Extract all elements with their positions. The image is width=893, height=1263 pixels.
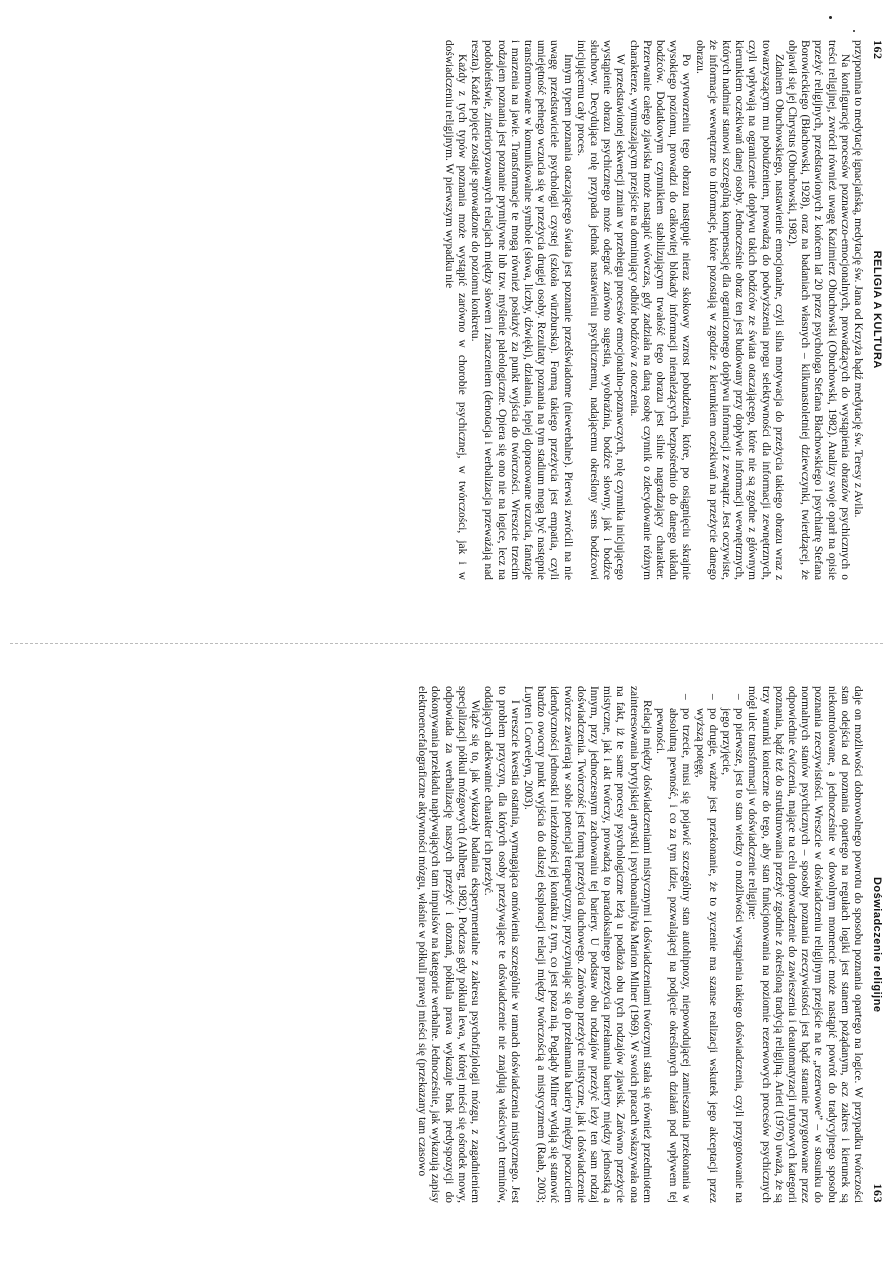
- list-item: – po drugie, ważne jest przekonanie, że to zyczenie ma szanse realizacji wskutek jego akceptacji przez wyższą potęgę,: [692, 708, 718, 1203]
- running-title: Doświadczenie religijne: [871, 876, 883, 1013]
- list-item: – po trzecie, musi się pojawić szczególny stan autohipnozy, niepowodującej zamieszania przekonania w absolutną pewność, i co za tym idzie, pozwalającej na podjęcie określonych działań pod wpływem tej pewności.: [653, 708, 693, 1203]
- page-number: 163: [871, 1183, 885, 1203]
- page-header: [864, 646, 893, 1263]
- page-body: [415, 646, 864, 1263]
- paragraph: daje on możliwości dobrowolnego powrotu do sposobu poznania opartego na logice. W przypadku twórczości stan odejścia od poznania opartego na regułach logiki jest stanem pożądanym, acz zakres i kierunek są niekontrolowane, a jednocześnie w dowolnym momencie może nastąpić powrót do tradycyjnego sposobu poznania rzeczywistości. Wreszcie w doświadczeniu religijnym przejście na te „rezerwowe” – w stosunku do normalnych stanów psychicznych – sposoby poznania rzeczywistości jest bądź staranie przygotowane przez odpowiednie ćwiczenia, mające na celu doprowadzenie do zawieszenia i deautomatyzacji rutynowych kategorii poznania, bądź też do strukturowania przeżyć zgodnie z określoną tradycją religijną. Arieti (1976) uważa, że są trzy warunki konieczne do tego, aby stan funkcjonowania na poziomie rezerwowych procesów psychicznych mógł ulec transformacji w doświadczenie religijne:: [746, 686, 864, 1203]
- paragraph: Wiąże się to, jak wykazały badania eksperymentalne z zakresu psychofizjologii mózgu, z zagadnieniem specjalizacji półkul mózgowych (Ahlberg, 1982). Podczas gdy półkula lewa, w której mieści się ośrodek mowy, odpowiada za werbalizację naszych przeżyć i doznań, półkula prawa wykazuje brak predyspozycji do dokonywania przekładu napływających tam impulsów na kategorie werbalne. Jednocześnie, jak wykazują zapisy elektroencefalograficzne aktywności mózgu, właśnie w półkuli prawej mieści się (przekazany tam czasowo: [416, 686, 482, 1203]
- list-item: – po pierwsze, jest to stan wiedzy o możliwości wystąpienia takiego doświadczenia, czyli przygotowanie na jego przyjęcie,: [719, 708, 745, 1203]
- paragraph: I wreszcie kwestia ostatnia, wymagająca omówienia szczególnie w ramach doświadczenia mistycznego. Jest to problem przyczyn, dla których osoby przeżywające te doświadczenie nie znajdują właściwych terminów, oddających adekwatnie charakter ich przeżyć.: [482, 686, 521, 1203]
- page-body: [442, 0, 865, 640]
- page-163-frame: [0, 646, 893, 1263]
- page-number: 162: [871, 40, 885, 60]
- page-divider: [10, 643, 883, 644]
- paragraph: Zdaniem Obuchowskiego, nastawienie emocjonalne, czyli silna motywacja do przeżycia takiego obrazu wraz z towarzyszącym mu pobudzeniem, prowadzą do podwyższenia progu selektywności dla informacji zewnętrznych, czyli wpływają na ograniczenie dopływu takich bodźców ze świata otaczającego, które nie są zgodne z głównym kierunkiem oczekiwań danej osoby. Jednocześnie obraz ten jest budowany przy dopływie informacji wewnętrznych, których nadmiar stanowi szczególną kompensację dla ograniczonego dopływu informacji z zewnątrz. Jest oczywiste, że informacje wewnętrzne to informacje, które pozostają w zgodzie z kierunkiem oczekiwań na przeżycie danego obrazu.: [693, 40, 785, 580]
- paragraph: Każdy z tych typów poznania może wystąpić zarówno w chorobie psychicznej, w twórczości, jak i w doświadczeniu religijnym. W pierwszym wypadku nie: [442, 40, 468, 580]
- paragraph: Innym typem poznania otaczającego świata jest poznanie przedświadome (niewerbalne). Pierwsi zwrócili na nie uwagę przedstawiciele psychologii czystej (szkoła würzburska). Formą takiego przeżycia jest empatia, czyli umiejętność pełnego wczucia się w przeżycia drugiej osoby. Rezultaty poznania na tym stadium mogą być następnie transformowane w komunikowalne symbole (słowa, liczby, dźwięki), działania, lepiej dopracowane uczucia, fantazje i marzenia na jawie. Transformacje te mogą również posłużyć za punkt wyjścia do twórczości. Wreszcie trzecim rodzajem poznania jest poznanie prymitywne lub tzw. myślenie paleologiczne. Opiera się ono nie na logice, lecz na podobieństwie, zinterioryzowanych relacjach między słowem i znaczeniem (denotacja i werbalizacja przewaźają nad reszta). Każde pojęcie zostaje sprowadzone do poziomu konkretu.: [469, 40, 574, 580]
- paragraph: Po wytworzeniu tego obrazu następuje nieraz skokowy wzrost pobudzenia, które, po osiągnięciu skrajnie wysokiego poziomu, prowadzi do całkowitej blokady informacji nienależących bezpośrednio do danego układu bodźców. Dodatkowym czynnikiem stabilizującym trwałość tego obrazu jest silnie nagradzający charakter. Przerwanie całego zjawiska może nastąpić wówczas, gdy zadziała na daną osobę czynnik o zdecydowanie różnym charakterze, wymuszającym przejście na dominujący odbiór bodźców z otoczenia.: [627, 40, 693, 580]
- running-title: RELIGIA A KULTURA: [871, 250, 883, 369]
- paragraph: W przedstawionej sekwencji zmian w przebiegu procesów emocjonalno-poznawczych, rolę czynnika inicjującego wystąpienie obrazu psychicznego może odegrać zarówno sugestia, wyobraźnia, bodźce słowny, jak i bodźce słuchowy. Decydująca rolę przypada jednak nastawieniu psychicznemu, nadającemu określony sens bodźcowi inicjującemu cały proces.: [574, 40, 627, 580]
- paragraph: przypomina to medytację ignacjańską, medytację św. Jana od Krzyża bądź medytację św. Teresy z Avila.: [852, 40, 864, 518]
- condition-list: [653, 686, 745, 1203]
- page-header: [864, 0, 893, 640]
- paragraph: Na konfigurację procesów poznawczo-emocjonalnych, prowadzących do wystąpienia obrazów psychicznych o treści religijnej, zwrócił również uwagę Kazimierz Obuchowski (Obuchowski, 1982). Analizy swoje oparł na opisie przeżyć religijnych, przedstawionych z końcem lat 20 przez psychologa Stefana Błachowskiego i psychiatrę Stefana Borowieckiego (Błachowski, 1928), oraz na badaniach własnych – kilkunastoletniej dziewczynki, twierdzącej, że objawił się jej Chrystus (Obuchowski, 1982).: [785, 40, 851, 580]
- paragraph: Relacja między doświadczeniami mistycznymi i doświadczeniami twórczymi stała się również przedmiotem zainteresowania brytyjskiej artystki i psychoanalityka Marion Milner (1969). W swoich pracach wskazywała ona na fakt, iż te same procesy psychologiczne leżą u podłoża obu tych rodzajów zjawisk. Zarówno przeżycie mistyczne, jak i akt twórczy, prowadzą to paradoksalnego przeżycia przełamania bariery między jednostką a Innym, przy jednoczesnym zachowaniu tej bariery. U podstaw obu rodzajów przeżyć leży ten sam rodzaj doświadczenia. Twórczość jest formą przeżycia duchowego. Zarówno przeżycie mistyczne, jak i doświadczenie twórcze zawierają w sobie potencjał terapeutyczny, przyczyniając się do przełamania bariery między poczuciem idendyczności jednostki i niezłożności jej kontaktu z tym, co jest poza nią. Poglądy Milner wydają się stanowić bardzo owocny punkt wyjścia do dalszej eksploracji relacji między twórczością a mistycyzmem (Raab, 2003; Luyten i Corveleyn, 2003).: [521, 686, 653, 1203]
- page-163: [0, 646, 893, 1263]
